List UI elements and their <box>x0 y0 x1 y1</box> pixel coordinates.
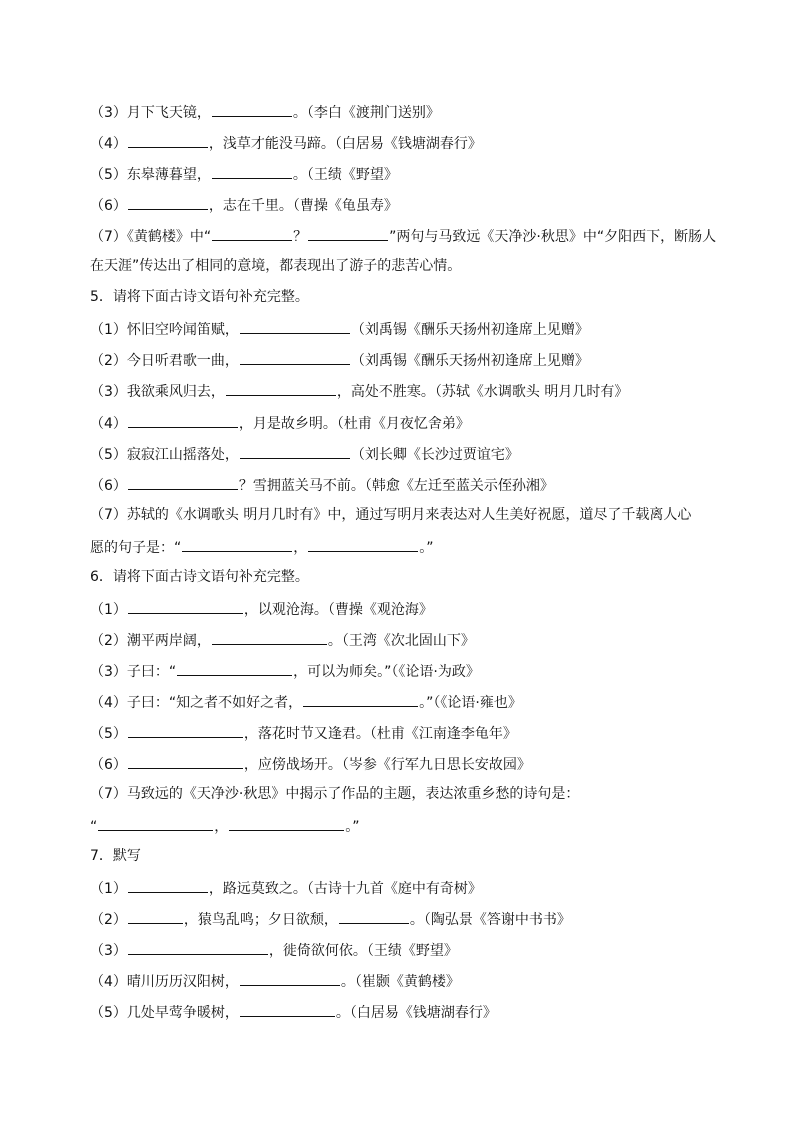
answer-blank[interactable] <box>212 102 292 117</box>
line-text: （刘禹锡《酬乐天扬州初逢席上见赠》 <box>350 322 589 339</box>
answer-blank[interactable] <box>308 226 388 241</box>
line-text: 6．请将下面古诗文语句补充完整。 <box>90 568 309 585</box>
line-text: ，徙倚欲何依。（王绩《野望》 <box>268 943 458 960</box>
line-text: 。” <box>345 819 360 836</box>
line-text: （2）潮平两岸阔， <box>90 632 211 649</box>
answer-blank[interactable] <box>128 599 243 614</box>
answer-blank[interactable] <box>303 692 418 707</box>
answer-blank[interactable] <box>240 971 340 986</box>
text-line <box>90 909 571 927</box>
line-text: （3）月下飞天镜， <box>90 105 211 121</box>
line-text: （5）寂寂江山摇落处， <box>90 446 239 463</box>
line-text: ，高处不胜寒。（苏轼《水调歌头 明月几时有》 <box>336 384 629 401</box>
line-text: 。”（《论语·雍也》 <box>419 694 522 711</box>
text-line <box>90 785 579 803</box>
line-text: （6） <box>90 757 127 774</box>
line-text: ？雪拥蓝关马不前。（韩愈《左迁至蓝关示侄孙湘》 <box>238 477 554 494</box>
line-text: 。（李白《渡荆门送别》 <box>292 105 440 121</box>
line-text: 。” <box>419 539 434 556</box>
line-text: 。（崔颢《黄鹤楼》 <box>340 974 460 991</box>
line-text: （刘禹锡《酬乐天扬州初逢席上见赠》 <box>350 353 589 370</box>
answer-blank[interactable] <box>229 816 344 831</box>
text-line <box>90 940 458 958</box>
line-text: 5．请将下面古诗文语句补充完整。 <box>90 289 309 306</box>
line-text: （4） <box>90 415 127 432</box>
text-line <box>90 506 691 524</box>
line-text: 。（陶弘景《答谢中书书》 <box>409 912 571 929</box>
line-text: 。（王绩《野望》 <box>292 167 398 184</box>
line-text: 愿的句子是：“ <box>90 539 182 556</box>
text-line <box>90 381 628 399</box>
text-line <box>90 319 589 337</box>
line-text: （5）东皋薄暮望， <box>90 167 211 184</box>
line-text: （7）《黄鹤楼》中“ <box>90 229 212 246</box>
line-text: （4） <box>90 136 127 153</box>
text-line <box>90 847 141 865</box>
line-text: ”两句与马致远《天净沙·秋思》中“夕阳西下，断肠人 <box>389 229 717 246</box>
answer-blank[interactable] <box>128 878 208 893</box>
text-line <box>90 1002 497 1020</box>
line-text: ， <box>214 819 229 836</box>
line-text: ， <box>293 539 308 556</box>
line-text: 。（白居易《钱塘湖春行》 <box>335 1005 497 1022</box>
line-text: （3）子曰：“ <box>90 663 177 680</box>
text-line <box>90 288 309 306</box>
answer-blank[interactable] <box>128 909 183 924</box>
answer-blank[interactable] <box>128 133 208 148</box>
line-text: （1）怀旧空吟闻笛赋， <box>90 322 239 339</box>
line-text: 7．默写 <box>90 848 141 865</box>
answer-blank[interactable] <box>212 226 292 241</box>
line-text: （6） <box>90 198 127 215</box>
answer-blank[interactable] <box>128 475 238 490</box>
line-text: ，路远莫致之。（古诗十九首《庭中有奇树》 <box>208 881 482 898</box>
line-text: （5） <box>90 726 127 742</box>
answer-blank[interactable] <box>128 754 243 769</box>
text-line <box>90 257 461 275</box>
line-text: ，以观沧海。（曹操《观沧海》 <box>243 601 433 618</box>
answer-blank[interactable] <box>182 537 292 552</box>
line-text: （3）我欲乘风归去， <box>90 384 225 401</box>
text-line <box>90 537 434 555</box>
line-text: （7）马致远的《天净沙·秋思》中揭示了作品的主题，表达浓重乡愁的诗句是： <box>90 786 580 803</box>
answer-blank[interactable] <box>240 444 350 459</box>
text-line <box>90 195 398 213</box>
line-text: 在天涯”传达出了相同的意境，都表现出了游子的悲苦心情。 <box>90 258 462 275</box>
text-line <box>90 723 517 741</box>
answer-blank[interactable] <box>98 816 213 831</box>
answer-blank[interactable] <box>240 319 350 334</box>
text-line <box>90 692 522 710</box>
line-text: （6） <box>90 477 127 494</box>
answer-blank[interactable] <box>128 413 238 428</box>
text-line <box>90 164 398 182</box>
line-text: （1） <box>90 881 127 898</box>
answer-blank[interactable] <box>339 909 409 924</box>
text-line <box>90 568 309 586</box>
answer-blank[interactable] <box>128 195 208 210</box>
line-text: ，浅草才能没马蹄。（白居易《钱塘湖春行》 <box>208 136 482 153</box>
text-line <box>90 971 460 989</box>
answer-blank[interactable] <box>212 630 327 645</box>
line-text: ？ <box>293 229 308 246</box>
line-text: （7）苏轼的《水调歌头 明月几时有》中，通过写明月来表达对人生美好祝愿，道尽了千载离人心 <box>90 506 692 523</box>
answer-blank[interactable] <box>240 1002 335 1017</box>
line-text: ，落花时节又逢君。（杜甫《江南逢李龟年》 <box>243 726 517 742</box>
answer-blank[interactable] <box>212 164 292 179</box>
text-line <box>90 350 589 368</box>
text-line <box>90 754 531 772</box>
text-line <box>90 661 480 679</box>
text-line <box>90 475 554 493</box>
text-line <box>90 599 433 617</box>
line-text: （3） <box>90 943 127 960</box>
text-line <box>90 102 440 120</box>
text-line <box>90 226 716 244</box>
answer-blank[interactable] <box>128 940 268 955</box>
line-text: （4）子曰：“知之者不如好之者， <box>90 694 303 711</box>
answer-blank[interactable] <box>177 661 292 676</box>
line-text: ，志在千里。（曹操《龟虽寿》 <box>208 198 398 215</box>
text-line <box>90 133 482 151</box>
line-text: （2） <box>90 912 127 929</box>
answer-blank[interactable] <box>308 537 418 552</box>
text-line <box>90 444 519 462</box>
answer-blank[interactable] <box>128 723 243 738</box>
line-text: （5）几处早莺争暖树， <box>90 1005 239 1022</box>
line-text: （2）今日听君歌一曲， <box>90 353 239 370</box>
text-line <box>90 413 470 431</box>
line-text: ，可以为师矣。”（《论语·为政》 <box>293 663 480 680</box>
line-text: （1） <box>90 601 127 618</box>
line-text: “ <box>90 819 98 836</box>
text-line <box>90 816 360 834</box>
answer-blank[interactable] <box>226 381 336 396</box>
line-text: 。（王湾《次北固山下》 <box>327 632 475 649</box>
text-line <box>90 878 482 896</box>
line-text: ，月是故乡明。（杜甫《月夜忆舍弟》 <box>238 415 470 432</box>
line-text: （4）晴川历历汉阳树， <box>90 974 239 991</box>
line-text: ，应傍战场开。（岑参《行军九日思长安故园》 <box>243 757 531 774</box>
line-text: ，猿鸟乱鸣；夕日欲颓， <box>183 912 338 929</box>
answer-blank[interactable] <box>240 350 350 365</box>
text-line <box>90 630 475 648</box>
line-text: （刘长卿《长沙过贾谊宅》 <box>350 446 519 463</box>
